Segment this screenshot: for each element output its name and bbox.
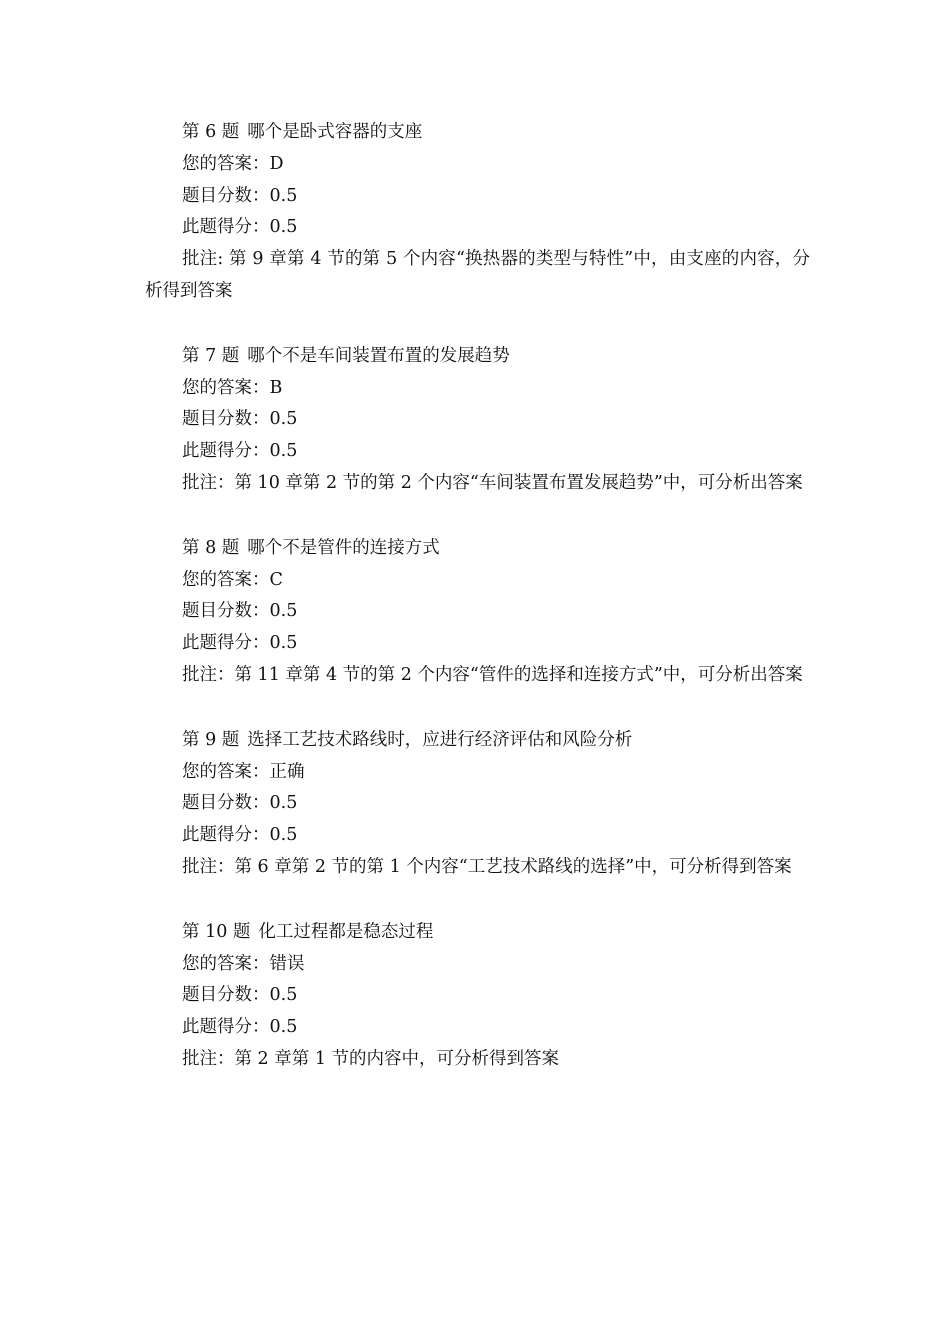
earned-score: 此题得分：0.5 xyxy=(182,441,298,462)
comment: 批注：第 11 章第 4 节的第 2 个内容“管件的选择和连接方式”中，可分析出答案 xyxy=(182,664,803,685)
question-score: 题目分数：0.5 xyxy=(182,793,298,814)
question-number: 第 7 题 xyxy=(182,345,240,366)
question-number: 第 8 题 xyxy=(182,537,240,558)
your-answer: 您的答案：D xyxy=(182,153,284,174)
question-text: 哪个不是管件的连接方式 xyxy=(247,537,440,558)
question-title xyxy=(145,917,810,949)
document-page xyxy=(145,117,810,1109)
question-text: 化工过程都是稳态过程 xyxy=(258,921,434,942)
question-text: 选择工艺技术路线时，应进行经济评估和风险分析 xyxy=(247,729,633,750)
question-number: 第 6 题 xyxy=(182,122,240,142)
question-7 xyxy=(145,341,810,500)
question-score: 题目分数：0.5 xyxy=(182,985,298,1006)
question-title xyxy=(145,725,810,757)
question-score: 题目分数：0.5 xyxy=(182,409,298,430)
comment: 批注：第 10 章第 2 节的第 2 个内容“车间装置布置发展趋势”中，可分析出答案 xyxy=(182,472,803,493)
question-9 xyxy=(145,725,810,884)
earned-score: 此题得分：0.5 xyxy=(182,1017,298,1038)
question-text: 哪个不是车间装置布置的发展趋势 xyxy=(247,345,510,366)
earned-score: 此题得分：0.5 xyxy=(182,217,298,238)
comment: 批注：第 6 章第 2 节的第 1 个内容“工艺技术路线的选择”中，可分析得到答案 xyxy=(182,856,792,877)
question-6 xyxy=(145,117,810,308)
question-title xyxy=(145,341,810,373)
your-answer: 您的答案：B xyxy=(182,377,283,398)
question-number: 第 9 题 xyxy=(182,729,240,750)
question-score: 题目分数：0.5 xyxy=(182,601,298,622)
comment: 批注: 第 9 章第 4 节的第 5 个内容“换热器的类型与特性”中，由支座的内容，分析得到答案 xyxy=(145,249,810,301)
question-title xyxy=(145,533,810,565)
your-answer: 您的答案：错误 xyxy=(182,953,305,974)
comment: 批注：第 2 章第 1 节的内容中，可分析得到答案 xyxy=(182,1048,560,1069)
question-8 xyxy=(145,533,810,692)
question-10 xyxy=(145,917,810,1076)
question-title xyxy=(145,117,810,149)
your-answer: 您的答案：C xyxy=(182,569,283,590)
question-text: 哪个是卧式容器的支座 xyxy=(247,122,423,142)
earned-score: 此题得分：0.5 xyxy=(182,825,298,846)
question-number: 第 10 题 xyxy=(182,921,251,942)
question-score: 题目分数：0.5 xyxy=(182,185,298,206)
your-answer: 您的答案：正确 xyxy=(182,761,305,782)
earned-score: 此题得分：0.5 xyxy=(182,633,298,654)
